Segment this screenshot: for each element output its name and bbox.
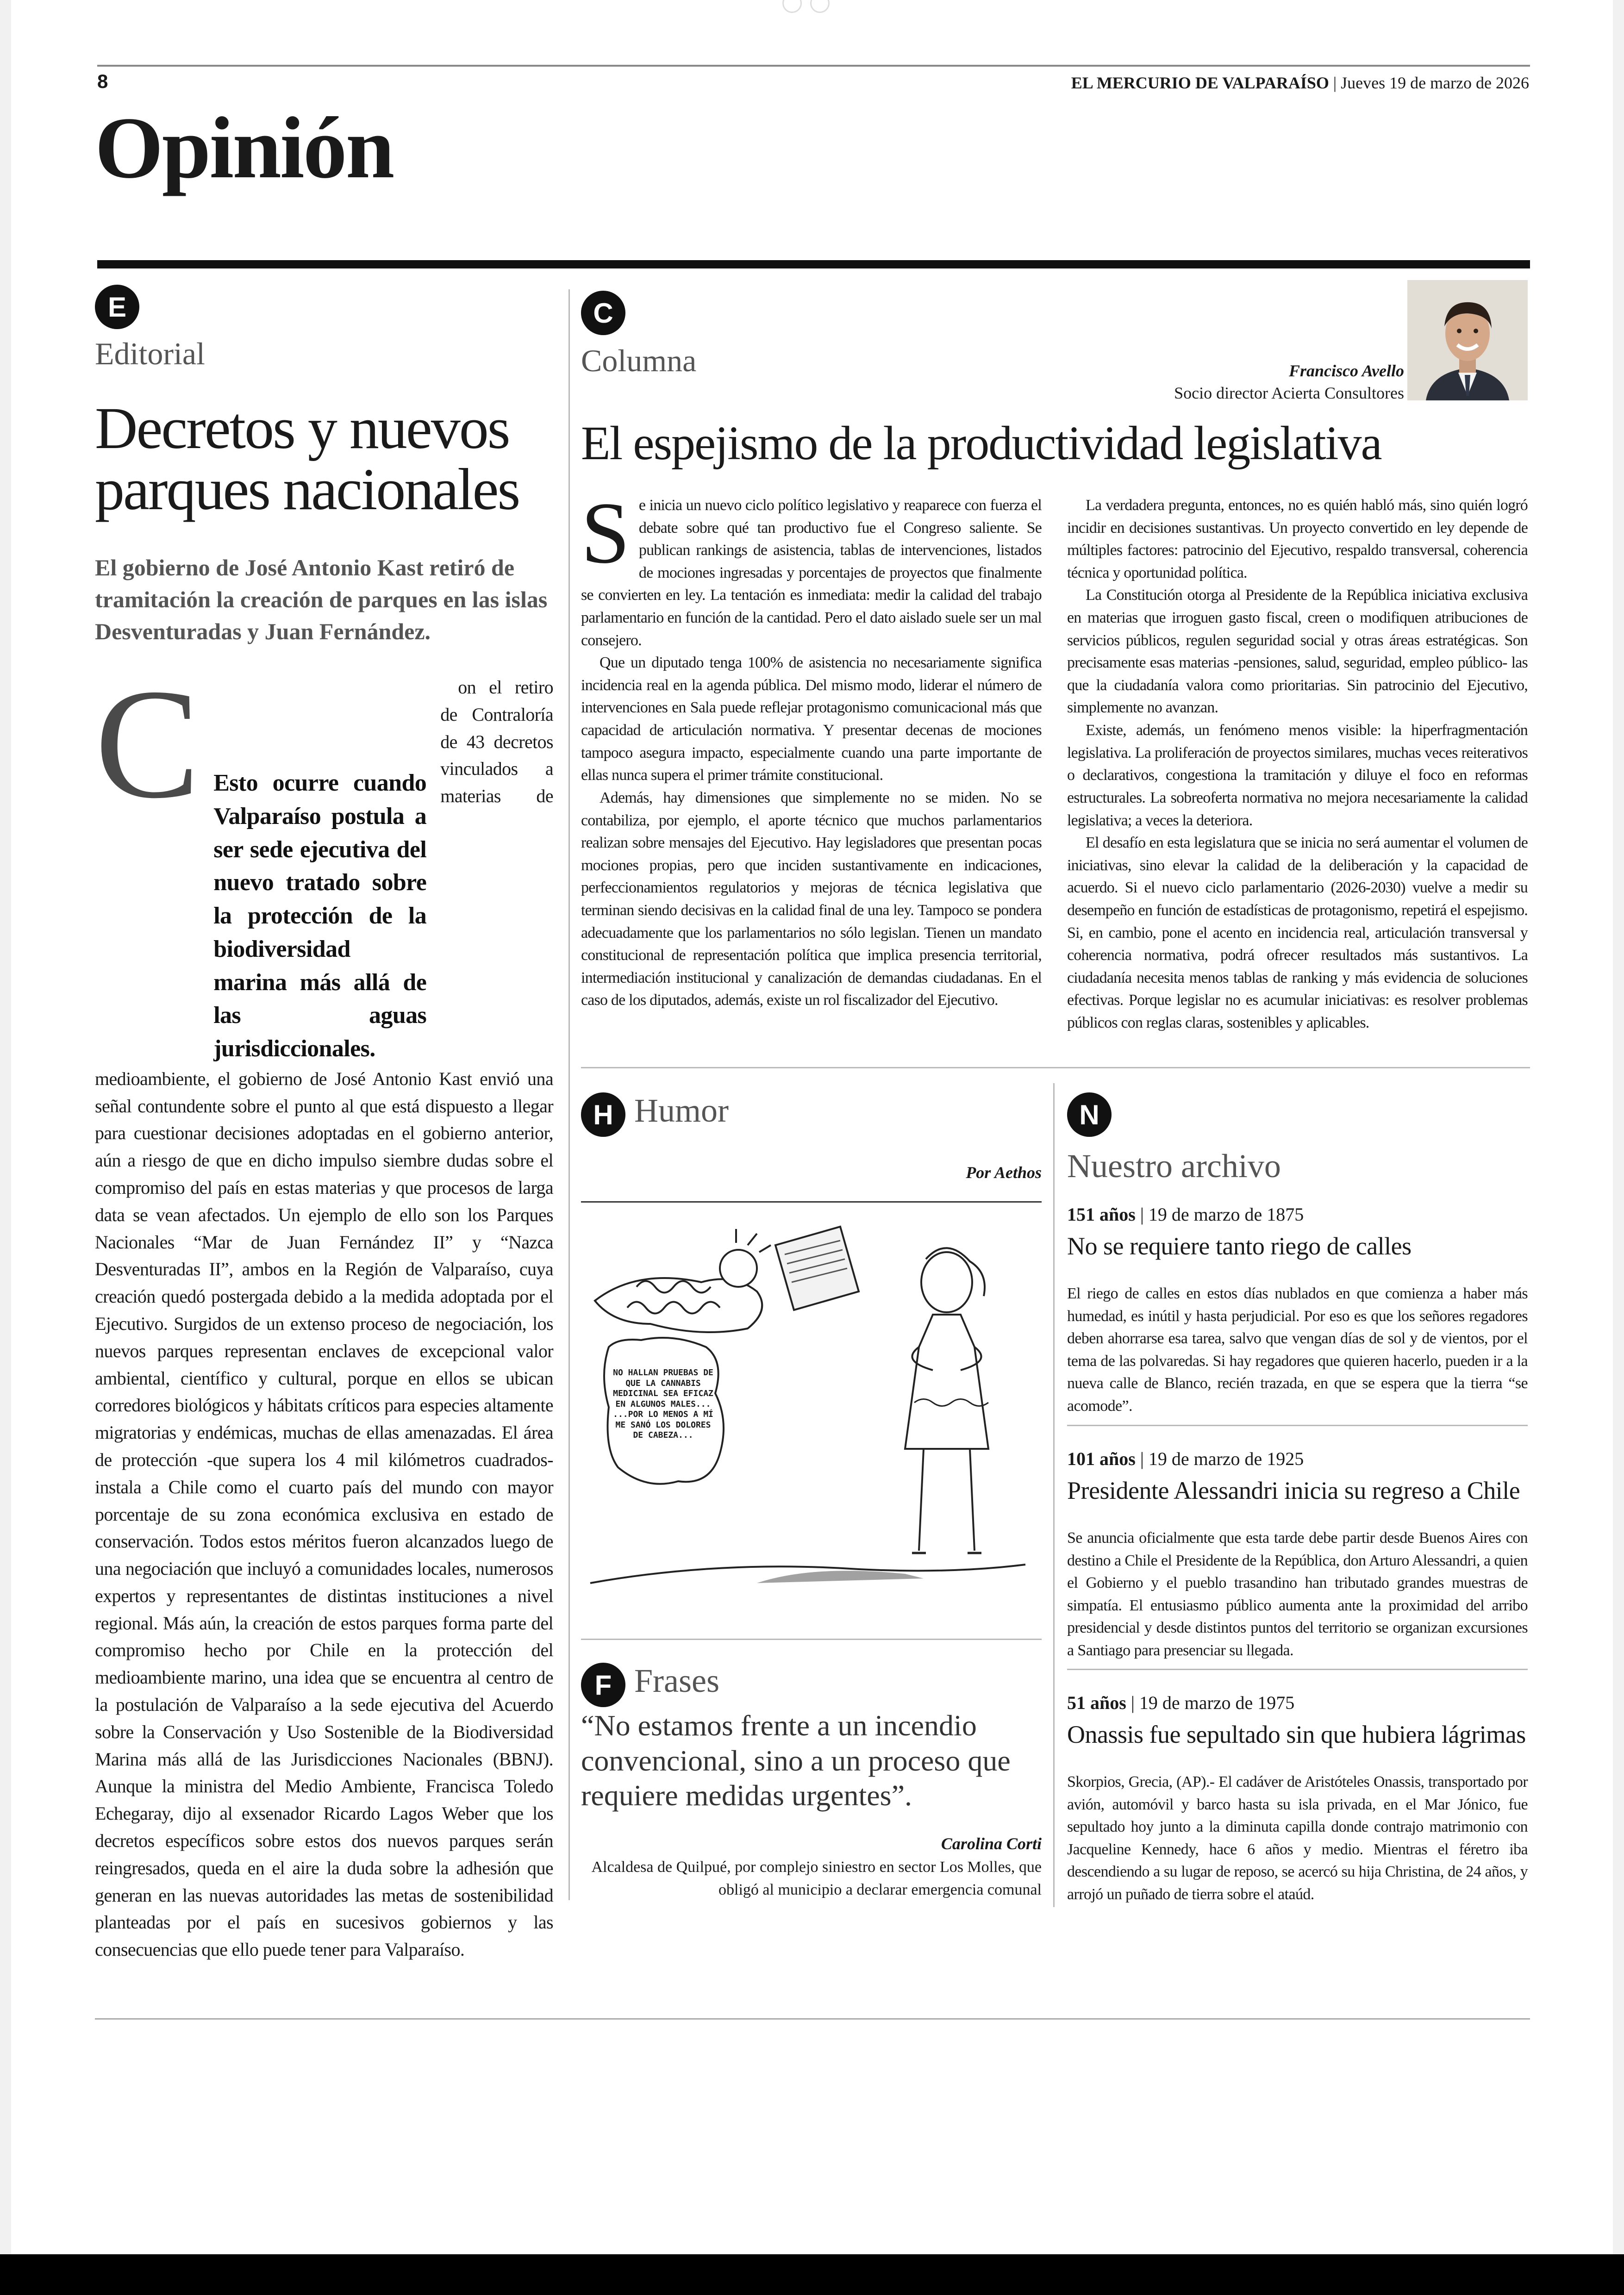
column-drop-cap: S <box>581 485 630 582</box>
author-avatar <box>1407 280 1528 400</box>
humor-rule <box>581 1201 1042 1203</box>
issue-date: Jueves 19 de marzo de 2026 <box>1341 74 1529 92</box>
editorial-deck: El gobierno de José Antonio Kast retiró de tramitación la creación de parques en las islas Desventuradas y Juan Fernández. <box>95 555 548 644</box>
archive-years: 151 años <box>1067 1204 1136 1225</box>
archive-date: 19 de marzo de 1875 <box>1148 1204 1304 1225</box>
frases-rule <box>581 1639 1042 1640</box>
mid-rule <box>581 1067 1530 1068</box>
editorial-pull-quote: Esto ocurre cuando Valparaíso postula a ser sede ejecutiva del nuevo tratado sobre la protección de la biodiversidad marina más allá de las aguas jurisdiccionales. <box>213 770 427 1062</box>
humor-byline: Por Aethos <box>966 1163 1042 1182</box>
page-margin-left <box>0 0 11 2295</box>
frases-kicker: Frases <box>634 1662 719 1699</box>
archive-text: Se anuncia oficialmente que esta tarde debe partir desde Buenos Aires con destino a Chile el Presidente de la República, don Arturo Alessandri, a quien el Gobierno y el pueblo trasandino han tributado grandes muestras de simpatía. El entusiasmo público aumenta ante la proximidad del arribo presidencial y desde distintos puntos del territorio se organizan excursiones a Santiago para presenciar su llegada. <box>1067 1529 1528 1659</box>
cartoon <box>581 1208 1042 1602</box>
archive-years: 51 años <box>1067 1692 1126 1713</box>
newspaper-name: EL MERCURIO DE VALPARAÍSO <box>1071 74 1329 92</box>
header-rule <box>97 65 1530 67</box>
archive-title: Onassis fue sepultado sin que hubiera lágrimas <box>1067 1721 1526 1748</box>
column-paragraph: La verdadera pregunta, entonces, no es quién habló más, sino quién logró incidir en decisiones sustantivas. Un proyecto convertido en ley depende de múltiples factores: patrocinio del Ejecutivo, respaldo transversal, coherencia técnica y oportunidad política. <box>1067 497 1528 581</box>
archive-item <box>1067 1204 1528 1418</box>
archive-badge: N <box>1067 1092 1112 1137</box>
archive-rule <box>1067 1669 1528 1670</box>
editorial-body <box>95 656 553 1960</box>
column-badge: C <box>581 291 625 335</box>
column-divider <box>568 289 570 1900</box>
archive-item-header: 101 años | 19 de marzo de 1925 <box>1067 1448 1304 1469</box>
humor-badge: H <box>581 1092 625 1137</box>
column-kicker: Columna <box>581 343 697 378</box>
editorial-paragraph: on el retiro de Contraloría de 43 decretos vinculados a materias de medioambiente, el gobierno de José Antonio Kast envió una señal contundente sobre el punto al que está dispuesto a llegar para cuestionar decisiones adoptadas en el gobierno anterior, aún a riesgo de que en dicho impulso siembre dudas sobre el compromiso del país en estas materias y que procesos de larga data se vean afectados. Un ejemplo de ello son los Parques Nacionales “Mar de Juan Fernández II” y “Nazca Desventuradas II”, ambos en la Región de Valparaíso, cuya creación quedó postergada debido a la medida adoptada por el Ejecutivo. Surgidos de un extenso proceso de negociación, los nuevos parques representan enclaves de excepcional valor ambiental, científico y cultural, porque en ellos se ubican corredores biológicos y hábitats críticos para especies altamente migratorias y endémicas, muchas de ellas amenazadas. El área de protección -que supera los 4 mil kilómetros cuadrados- instala a Chile como el cuarto país del mundo con mayor porcentaje de su zona económica exclusiva en estado de conservación. Todos estos méritos fueron alcanzados luego de una negociación que incluyó a comunidades locales, numerosos expertos y representantes de distintas instituciones a nivel regional. Más aún, la creación de estos parques forma parte del compromiso hecho por Chile en la protección del medioambiente marino, una idea que se encuentra al centro de la postulación de Valparaíso a la sede ejecutiva del Acuerdo sobre la Conservación y Uso Sostenible de la Biodiversidad Marina más allá de las Jurisdicciones Nacionales (BBNJ). Aunque la ministra del Medio Ambiente, Francisca Toledo Echegaray, dijo al exsenador Ricardo Lagos Weber que los decretos específicos sobre estos dos nuevos parques serán reingresados, queda en el aire la duda sobre la adhesión que generan en las nuevas autoridades las metas de sostenibilidad planteadas por el país en sucesivos gobiernos y las consecuencias que ello puede tener para Valparaíso. <box>95 677 553 1960</box>
column-text-right <box>1067 494 1528 1054</box>
archive-item-header: 151 años | 19 de marzo de 1875 <box>1067 1204 1304 1225</box>
archive-title: Presidente Alessandri inicia su regreso a Chile <box>1067 1477 1520 1504</box>
section-title: Opinión <box>95 100 394 197</box>
archive-date: 19 de marzo de 1975 <box>1139 1692 1295 1713</box>
column-paragraph: Además, hay dimensiones que simplemente no se miden. No se contabiliza, por ejemplo, el aporte técnico que muchos parlamentarios realizan sobre mensajes del Ejecutivo. Hay legisladores que presentan pocas mociones propias, pero que inciden sustantivamente en indicaciones, perfeccionamientos regulatorios y mejoras de técnica legislativa que terminan siendo decisivas en la calidad final de una ley. Tampoco se pondera adecuadamente que los parlamentarios no sólo legislan. Tienen un mandato constitucional de representación política que implica presencia territorial, intermediación institucional y canalización de demandas ciudadanas. En el caso de los diputados, además, existe un rol fiscalizador del Ejecutivo. <box>581 789 1042 1009</box>
column-paragraph: e inicia un nuevo ciclo político legislativo y reaparece con fuerza el debate sobre qué tan productivo fue el Congreso saliente. Se publican rankings de asistencia, tablas de intervenciones, listados de mociones ingresadas y porcentajes de proyectos que finalmente se convierten en ley. La tentación es inmediata: medir la calidad del trabajo parlamentario en función de la cantidad. Pero el dato aislado suele ser un mal consejero. <box>581 497 1042 649</box>
column-title: El espejismo de la productividad legislativa <box>581 417 1381 470</box>
archive-kicker: Nuestro archivo <box>1067 1148 1281 1185</box>
page-indicator <box>782 0 843 14</box>
column-paragraph: Que un diputado tenga 100% de asistencia no necesariamente significa incidencia real en la agenda pública. Del mismo modo, liderar el número de intervenciones en Sala puede reflejar protagonismo comunicacional más que capacidad de articulación normativa. Y presentar decenas de mociones tampoco asegura impacto, especialmente cuando una parte importante de ellas nunca supera el primer trámite constitucional. <box>581 654 1042 784</box>
archive-item <box>1067 1448 1528 1662</box>
column-author-role: Socio director Acierta Consultores <box>1174 384 1404 402</box>
archive-rule <box>1067 1425 1528 1426</box>
column-paragraph: El desafío en esta legislatura que se inicia no será aumentar el volumen de iniciativas, sino elevar la calidad de la deliberación y la capacidad de acuerdo. Si el nuevo ciclo parlamentario (2026-2030) vuelve a medir su desempeño en función de estadísticas de protagonismo, repetirá el espejismo. Si, en cambio, pone el acento en incidencia real, articulación transversal y coherencia normativa, podrá ofrecer resultados más sustantivos. La ciudadanía necesita menos tablas de ranking y más evidencia de soluciones efectivas. Porque legislar no es acumular iniciativas: es resolver problemas públicos con reglas claras, sostenibles y aplicables. <box>1067 834 1528 1032</box>
column-paragraph: Existe, además, un fenómeno menos visible: la hiperfragmentación legislativa. La proliferación de proyectos similares, muchas veces reiterativos o declarativos, congestiona la tramitación y diluye el foco en reformas estructurales. La sobreoferta normativa no mejora necesariamente la calidad legislativa; a veces la deteriora. <box>1067 722 1528 829</box>
archive-item-header: 51 años | 19 de marzo de 1975 <box>1067 1692 1295 1713</box>
bottom-bar <box>0 2254 1624 2295</box>
page-number: 8 <box>97 70 108 92</box>
humor-kicker: Humor <box>634 1092 729 1129</box>
archive-text: Skorpios, Grecia, (AP).- El cadáver de Aristóteles Onassis, transportado por avión, automóvil y barco hasta su isla privada, en el Mar Jónico, fue sepultado hoy junto a la diminuta capilla donde contrajo matrimonio con Jacqueline Kennedy, hace 6 años y medio. Mientras el féretro iba descendiendo a su lugar de reposo, se acercó su hija Christina, de 24 años, y arrojó un puñado de tierra sobre el ataúd. <box>1067 1773 1528 1903</box>
archive-divider <box>1053 1083 1055 1907</box>
frases-author: Carolina Corti <box>941 1834 1042 1853</box>
editorial-badge: E <box>95 285 139 329</box>
cartoon-speech: NO HALLAN PRUEBAS DE QUE LA CANNABIS MEDICINAL SEA EFICAZ EN ALGUNOS MALES... ...POR LO MENOS A MÍ ME SANÓ LOS DOLORES DE CABEZA... <box>613 1368 713 1440</box>
editorial-kicker: Editorial <box>95 336 205 371</box>
frases-quote: “No estamos frente a un incendio convencional, sino a un proceso que requiere medidas urgentes”. <box>581 1709 1011 1812</box>
column-text-left <box>581 485 1042 1054</box>
column-paragraph: La Constitución otorga al Presidente de la República iniciativa exclusiva en materias que irroguen gasto fiscal, creen o modifiquen atribuciones de servicios públicos, regulen seguridad social y otras áreas estratégicas. Son precisamente esas materias -pensiones, salud, seguridad, empleo público- las que la ciudadanía valora como prioritarias. Sin patrocinio del Ejecutivo, simplemente no avanzan. <box>1067 586 1528 717</box>
frases-role: Alcaldesa de Quilpué, por complejo siniestro en sector Los Molles, que obligó al municipio a declarar emergencia comunal <box>591 1858 1042 1898</box>
editorial-title: Decretos y nuevos parques nacionales <box>95 395 519 522</box>
section-rule <box>97 260 1530 268</box>
column-author: Francisco Avello <box>1289 362 1404 380</box>
archive-item <box>1067 1692 1528 1906</box>
archive-text: El riego de calles en estos días nublados en que comienza a haber más humedad, es inútil y hasta perjudicial. Por eso es que los señores regadores deben ahorrarse esa tarea, salvo que vengan días de sol y de vientos, por el tema de las polvaredas. Si hay regadores que quieren hacerlo, pueden ir a la nueva calle de Blanco, recién trazada, en que se espera que la tierra “se acomode”. <box>1067 1285 1528 1415</box>
masthead: EL MERCURIO DE VALPARAÍSO | Jueves 19 de marzo de 2026 <box>1071 74 1529 92</box>
editorial-drop-cap: C <box>95 656 200 831</box>
archive-date: 19 de marzo de 1925 <box>1148 1448 1304 1469</box>
frases-badge: F <box>581 1663 625 1707</box>
page-margin-right <box>1613 0 1624 2295</box>
bottom-rule <box>95 2018 1530 2020</box>
archive-years: 101 años <box>1067 1448 1136 1469</box>
archive-title: No se requiere tanto riego de calles <box>1067 1232 1412 1260</box>
